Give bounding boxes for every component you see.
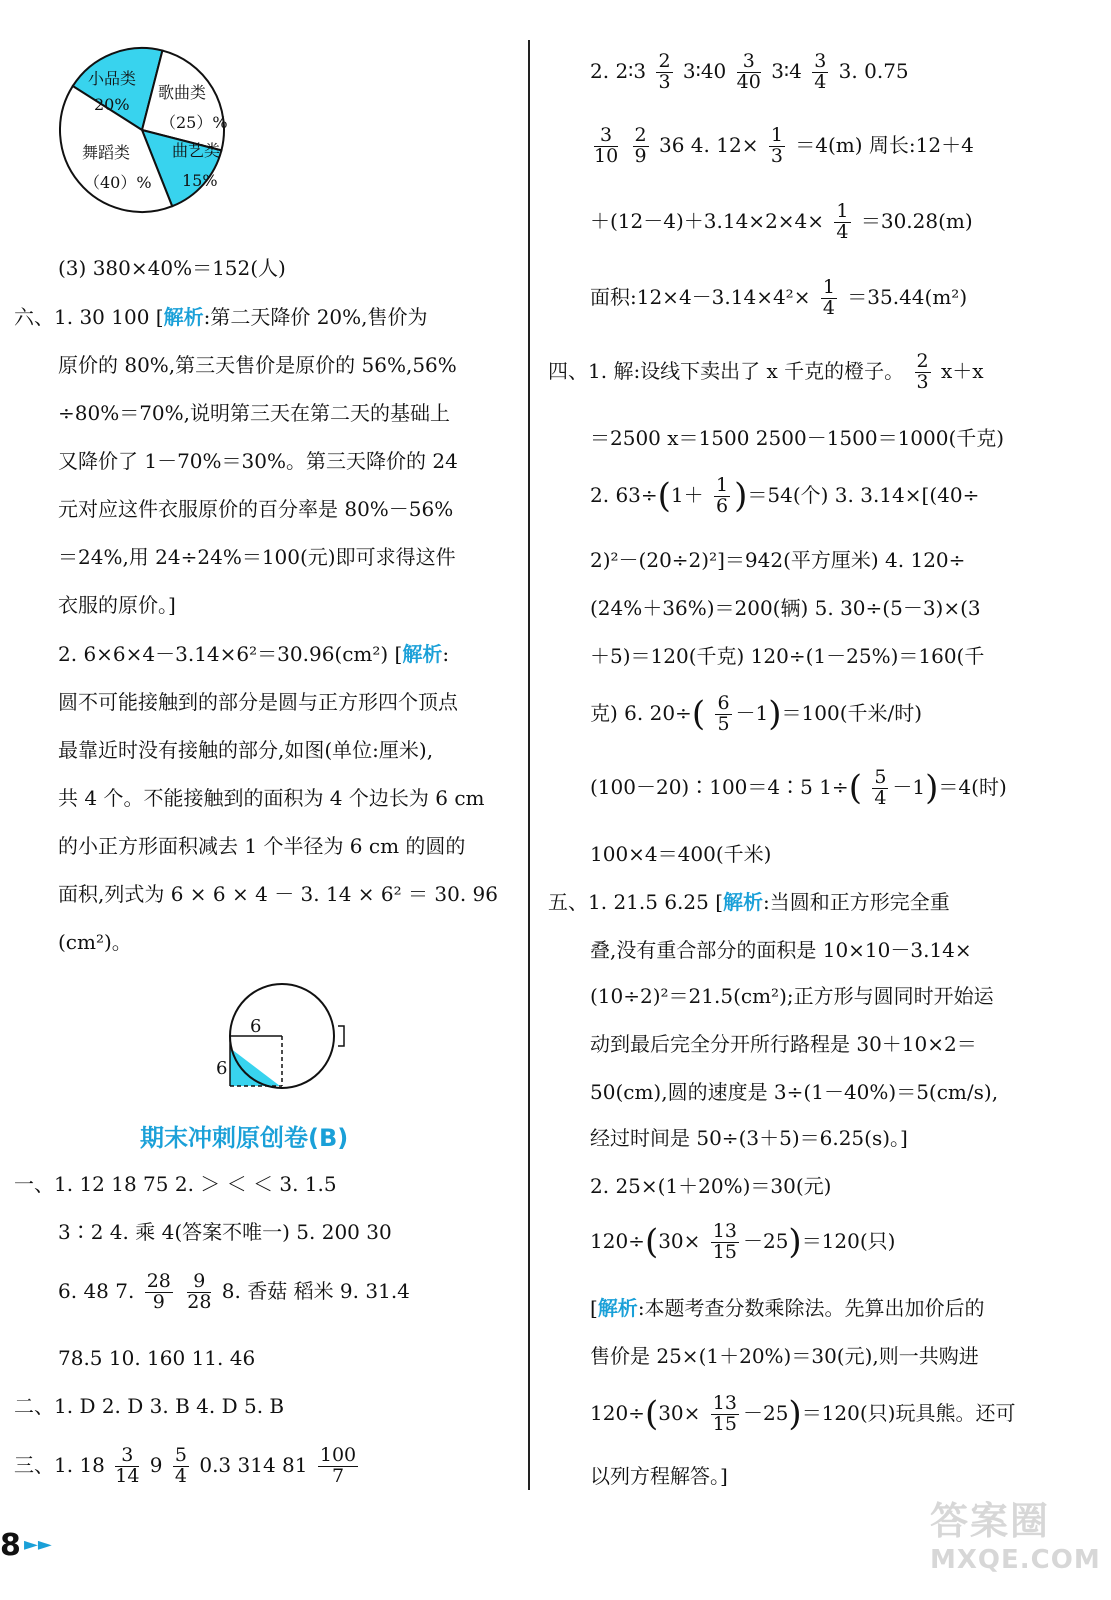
answer-line: ＝2500 x＝1500 2500－1500＝1000(千克): [590, 426, 1005, 450]
fraction: $\frac{1}{4}$: [822, 276, 835, 319]
pie-value-quyi: 15%: [182, 171, 218, 190]
answer-line: 2. 63÷(1＋ $\frac{1}{6}$ )＝54(个) 3. 3.14×[(40÷: [590, 474, 980, 517]
answer-line: 售价是 25×(1＋20%)＝30(元),则一共购进: [590, 1344, 979, 1368]
answer-line: 50(cm),圆的速度是 3÷(1－40%)＝5(cm/s),: [590, 1080, 999, 1104]
answer-line: 2. 25×(1＋20%)＝30(元): [590, 1174, 832, 1198]
fraction: $\frac{2}{3}$: [658, 50, 671, 93]
answer-line: 衣服的原价。]: [58, 593, 176, 617]
pie-value-wudao: （40）%: [84, 173, 152, 192]
answer-line: 又降价了 1－70%＝30%。第三天降价的 24: [58, 449, 458, 473]
fraction: $\frac{2}{9}$: [634, 124, 647, 167]
answer-line: 原价的 80%,第三天售价是原价的 56%,56%: [58, 353, 457, 377]
answer-line: 的小正方形面积减去 1 个半径为 6 cm 的圆的: [58, 834, 466, 858]
answer-line: 经过时间是 50÷(3＋5)＝6.25(s)。]: [590, 1126, 908, 1150]
fraction: $\frac{3}{4}$: [814, 50, 827, 93]
pie-label-quyi: 曲艺类: [172, 141, 221, 160]
answer-line: ＋(12－4)＋3.14×2×4× $\frac{1}{4}$ ＝30.28(m): [590, 200, 973, 243]
answer-line: 6. 48 7. $\frac{28}{9}$ $\frac{9}{28}$ 8. 香菇 稻米 9. 31.4: [58, 1270, 410, 1313]
answer-line: 面积,列式为 6 × 6 × 4 － 3. 14 × 6² ＝ 30. 96: [58, 882, 498, 906]
pie-label-wudao: 舞蹈类: [82, 143, 131, 162]
answer-line: 元对应这件衣服原价的百分率是 80%－56%: [58, 497, 454, 521]
answer-line: 一、1. 12 18 75 2. ＞ ＜ ＜ 3. 1.5: [14, 1172, 337, 1196]
answer-line: 叠,没有重合部分的面积是 10×10－3.14×: [590, 938, 972, 962]
answer-line: (24%＋36%)＝200(辆) 5. 30÷(5－3)×(3: [590, 596, 981, 620]
fraction: $\frac{2}{3}$: [916, 350, 929, 393]
answer-line: ＝24%,用 24÷24%＝100(元)即可求得这件: [58, 545, 456, 569]
answer-line: $\frac{3}{10}$ $\frac{2}{9}$ 36 4. 12× $\frac{1}{3}$ ＝4(m) 周长:12＋4: [594, 124, 974, 167]
answer-line: 六、1. 30 100 [解析:第二天降价 20%,售价为: [14, 305, 428, 329]
fraction: $\frac{28}{9}$: [146, 1270, 171, 1313]
fraction: $\frac{13}{15}$: [712, 1220, 737, 1263]
fraction: $\frac{3}{14}$: [115, 1444, 140, 1487]
answer-line: 100×4＝400(千米): [590, 842, 772, 866]
pie-value-xiaopin: 20%: [94, 95, 130, 114]
jiexi-tag: 解析: [163, 305, 204, 329]
answer-line: 圆不可能接触到的部分是圆与正方形四个顶点: [58, 690, 458, 714]
answer-line: 120÷(30× $\frac{13}{15}$ －25)＝120(只)玩具熊。还可: [590, 1392, 1016, 1435]
fraction: $\frac{3}{40}$: [736, 50, 761, 93]
fraction: $\frac{1}{3}$: [770, 124, 783, 167]
answer-line: 克) 6. 20÷( $\frac{6}{5}$ －1)＝100(千米/时): [590, 692, 923, 735]
answer-line: 五、1. 21.5 6.25 [解析:当圆和正方形完全重: [548, 890, 950, 914]
fraction: $\frac{1}{4}$: [836, 200, 849, 243]
circle-square-figure: [210, 980, 360, 1095]
fraction: $\frac{9}{28}$: [187, 1270, 212, 1313]
answer-line: (cm²)。: [58, 930, 132, 954]
answer-line: (3) 380×40%＝152(人): [58, 256, 286, 280]
fraction: $\frac{100}{7}$: [319, 1444, 357, 1487]
answer-line: (10÷2)²＝21.5(cm²);正方形与圆同时开始运: [590, 984, 994, 1008]
answer-line: (100－20)∶100＝4∶5 1÷( $\frac{5}{4}$ －1)＝4(时): [590, 766, 1007, 809]
watermark: [930, 1490, 1101, 1590]
jiexi-tag: 解析: [723, 890, 764, 914]
fraction: $\frac{1}{6}$: [716, 474, 729, 517]
page-number: 8: [0, 1528, 21, 1563]
answer-line: 3∶2 4. 乘 4(答案不唯一) 5. 200 30: [58, 1220, 392, 1244]
answer-line: [解析:本题考查分数乘除法。先算出加价后的: [590, 1296, 985, 1320]
watermark-url: MXQE.COM: [930, 1545, 1101, 1575]
pie-chart: [52, 46, 242, 216]
answer-line: 2. 2∶3 $\frac{2}{3}$ 3∶40 $\frac{3}{40}$ 3∶4 $\frac{3}{4}$ 3. 0.75: [590, 50, 909, 93]
section-title: 期末冲刺原创卷(B): [140, 1124, 349, 1152]
answer-line: 二、1. D 2. D 3. B 4. D 5. B: [14, 1394, 285, 1418]
pie-value-gequ: （25）%: [160, 113, 228, 132]
fraction: $\frac{5}{4}$: [874, 766, 887, 809]
answer-line: ＋5)＝120(千克) 120÷(1－25%)＝160(千: [590, 644, 985, 668]
answer-line: 面积:12×4－3.14×4²× $\frac{1}{4}$ ＝35.44(m²): [590, 276, 968, 319]
arrow-icon: ►►: [24, 1534, 52, 1555]
answer-line: 2. 6×6×4－3.14×6²＝30.96(cm²) [解析:: [58, 642, 450, 666]
answer-line: 共 4 个。不能接触到的面积为 4 个边长为 6 cm: [58, 786, 485, 810]
pie-label-gequ: 歌曲类: [158, 83, 207, 102]
answer-line: 三、1. 18 $\frac{3}{14}$ 9 $\frac{5}{4}$ 0.3 314 81 $\frac{100}{7}$: [14, 1444, 357, 1487]
fraction: $\frac{13}{15}$: [712, 1392, 737, 1435]
answer-line: ÷80%＝70%,说明第三天在第二天的基础上: [58, 401, 451, 425]
figure-side-label: 6: [216, 1058, 228, 1079]
answer-line: 四、1. 解:设线下卖出了 x 千克的橙子。 $\frac{2}{3}$ x＋x: [548, 350, 984, 393]
column-divider: [528, 40, 530, 1490]
jiexi-tag: 解析: [402, 642, 443, 666]
fraction: $\frac{6}{5}$: [717, 692, 730, 735]
answer-line: 最靠近时没有接触的部分,如图(单位:厘米),: [58, 738, 434, 762]
fraction: $\frac{5}{4}$: [174, 1444, 187, 1487]
watermark-text: 答案圈: [930, 1499, 1051, 1543]
answer-line: 78.5 10. 160 11. 46: [58, 1346, 256, 1370]
figure-radius-label: 6: [250, 1016, 262, 1037]
answer-line: 以列方程解答。]: [590, 1464, 728, 1488]
answer-line: 2)²－(20÷2)²]＝942(平方厘米) 4. 120÷: [590, 548, 966, 572]
answer-line: 120÷(30× $\frac{13}{15}$ －25)＝120(只): [590, 1220, 896, 1263]
fraction: $\frac{3}{10}$: [594, 124, 619, 167]
answer-line: 动到最后完全分开所行路程是 30＋10×2＝: [590, 1032, 977, 1056]
jiexi-tag: 解析: [597, 1296, 638, 1320]
pie-label-xiaopin: 小品类: [88, 69, 137, 88]
